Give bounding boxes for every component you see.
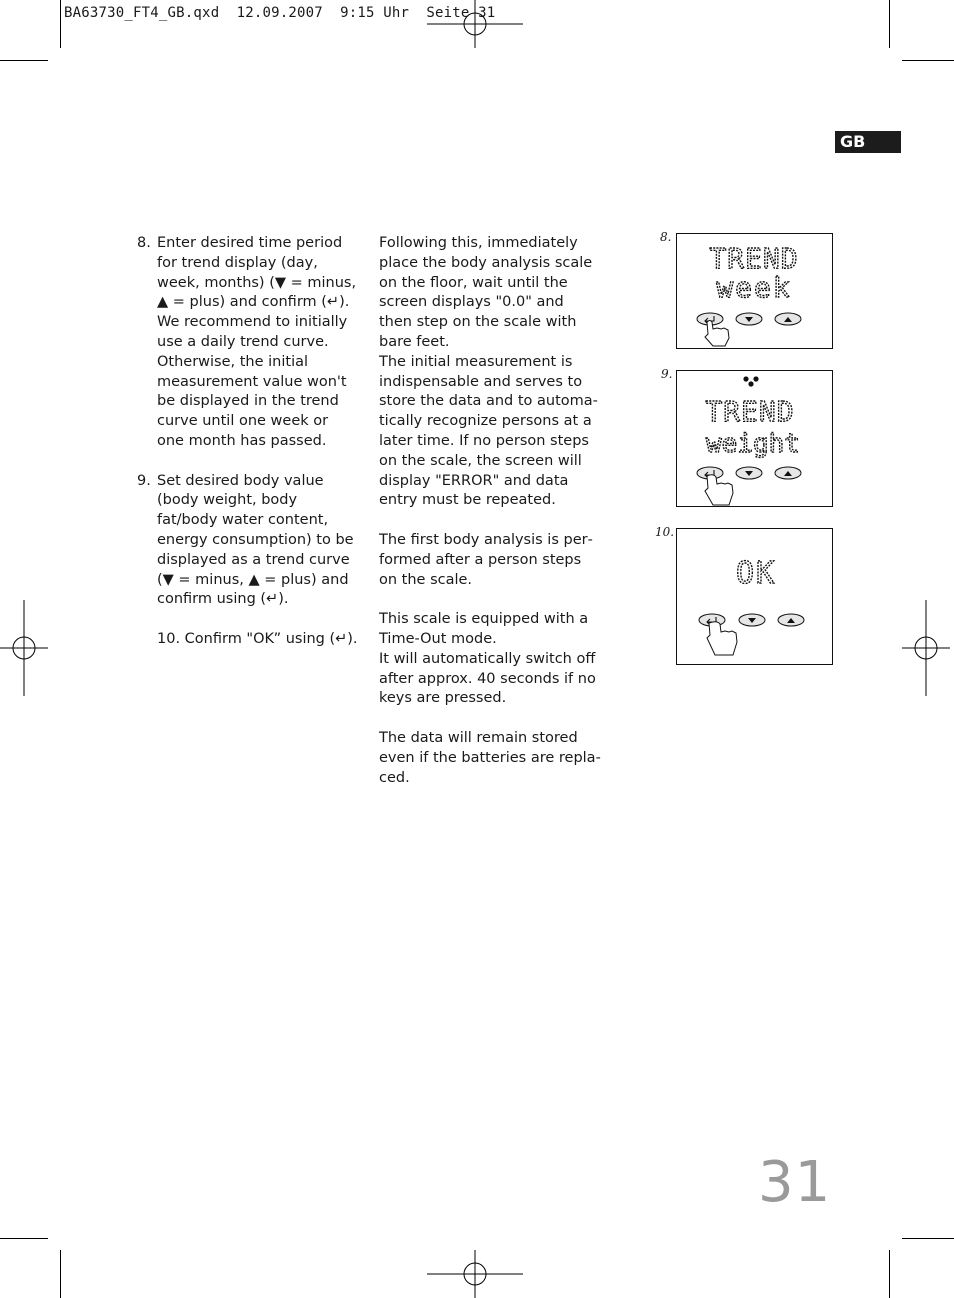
registration-mark-icon xyxy=(902,600,950,696)
step-number: 8. xyxy=(137,235,151,251)
paragraph: The initial measurement is indispensable and serves to store the data and to automatically recognize persons at a later time. If no person steps on the scale, the screen will display "ERROR" and data entry must be repeated. xyxy=(379,353,598,509)
crop-mark xyxy=(60,1250,61,1298)
figure-label: 10. xyxy=(655,525,675,539)
registration-mark-icon xyxy=(427,0,523,48)
step-text: Enter desired time period for trend display (day, week, months) (▼ = minus, ▲ = plus) and confirm (↵). We recommend to initially use a daily trend curve. Otherwise, the initial measurement value won't be displayed in the trend curve until one week or one month has passed. xyxy=(157,235,357,449)
crop-mark xyxy=(889,1250,890,1298)
persons-icon xyxy=(743,376,758,386)
down-arrow-icon xyxy=(736,467,762,479)
paragraph: Following this, immediately place the body analysis scale on the floor, wait until the screen displays "0.0" and then step on the scale with bare feet. xyxy=(379,235,593,350)
step-9 xyxy=(137,472,359,611)
paragraph: The first body analysis is performed after a person steps on the scale. xyxy=(379,531,593,588)
instructions-column-1 xyxy=(137,234,359,650)
figure-label: 9. xyxy=(661,367,673,381)
page-number: 31 xyxy=(758,1150,832,1215)
down-arrow-icon xyxy=(736,313,762,325)
crop-mark xyxy=(902,1238,954,1239)
crop-mark xyxy=(902,60,954,61)
step-number: 9. xyxy=(137,472,151,489)
print-slug: BA63730_FT4_GB.qxd 12.09.2007 9:15 Uhr Seite 31 xyxy=(64,5,496,21)
up-arrow-icon xyxy=(775,467,801,479)
pointing-hand-icon xyxy=(707,622,737,655)
figure-label: 8. xyxy=(660,230,672,244)
step-10: 10. Confirm "OK” using (↵). xyxy=(157,630,358,647)
display-line-1: OK xyxy=(735,556,777,591)
display-line-1: TREND xyxy=(705,395,795,428)
instructions-column-2 xyxy=(379,234,601,788)
paragraph: The data will remain stored even if the batteries are replaced. xyxy=(379,729,601,786)
crop-mark xyxy=(60,0,61,48)
display-figure-8 xyxy=(676,233,833,349)
registration-mark-icon xyxy=(427,1250,523,1298)
crop-mark xyxy=(0,60,48,61)
down-arrow-icon xyxy=(739,614,765,626)
registration-mark-icon xyxy=(0,600,48,696)
pointing-hand-icon xyxy=(705,475,733,505)
paragraph: This scale is equipped with a Time-Out mode. xyxy=(379,611,589,647)
up-arrow-icon xyxy=(778,614,804,626)
step-8 xyxy=(137,234,359,452)
display-figure-9 xyxy=(676,370,833,507)
paragraph: It will automatically switch off after approx. 40 seconds if no keys are pressed. xyxy=(379,650,596,707)
display-line-2: weight xyxy=(706,429,800,459)
crop-mark xyxy=(0,1238,48,1239)
up-arrow-icon xyxy=(775,313,801,325)
display-line-2: week xyxy=(716,271,792,304)
step-text: Set desired body value (body weight, body fat/body water content, energy consumption) to be displayed as a trend curve (▼ = minus, ▲ = plus) and confirm using (↵). xyxy=(157,472,354,608)
crop-mark xyxy=(889,0,890,48)
display-line-1: TREND xyxy=(709,242,799,275)
language-tab: GB xyxy=(835,131,901,153)
display-figure-10 xyxy=(676,528,833,665)
